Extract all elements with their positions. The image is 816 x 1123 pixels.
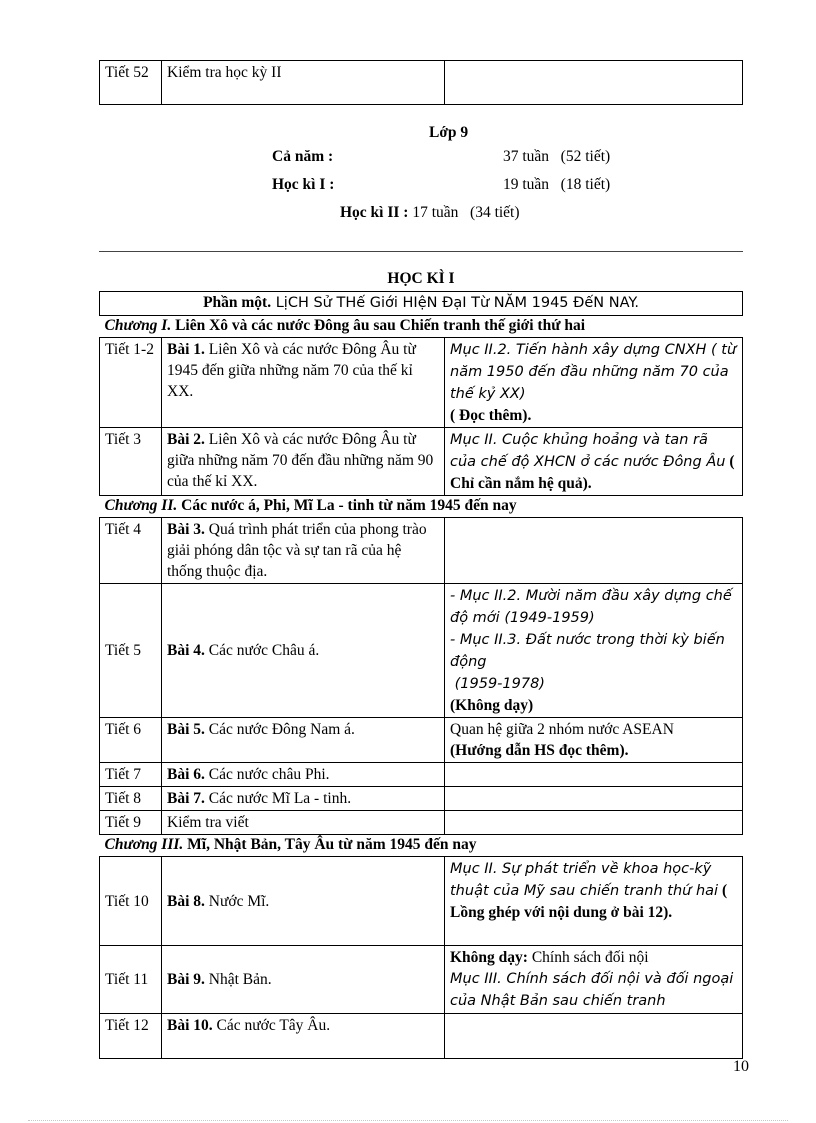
year-label: Cả năm : bbox=[272, 148, 334, 165]
table-row: Tiết 3 Bài 2. Liên Xô và các nước Đông Âu từ giữa những năm 70 đến đầu những năm 90 của thế kỉ XX. Mục II. Cuộc khủng hoảng và tan rã của chế độ XHCN ở các nước Đông Âu ( Chỉ cần nắm hệ quả). bbox=[100, 428, 743, 496]
table-row: Tiết 11 Bài 9. Nhật Bản. Không dạy: Chính sách đối nội Mục III. Chính sách đối nội và đối ngoại của Nhật Bản sau chiến tranh bbox=[100, 946, 743, 1014]
table-row: Tiết 5 Bài 4. Các nước Châu á. - Mục II.2. Mười năm đầu xây dựng chế độ mới (1949-1959) - Mục II.3. Đất nước trong thời kỳ biến động (1959-1978) (Không dạy) bbox=[100, 584, 743, 718]
lesson-cell: Kiểm tra học kỳ II bbox=[162, 61, 445, 105]
top-table bbox=[99, 60, 743, 105]
chapter-heading: Chương III. Mĩ, Nhật Bản, Tây Âu từ năm 1945 đến nay bbox=[100, 835, 743, 857]
table-row: Tiết 10 Bài 8. Nước Mĩ. Mục II. Sự phát triển về khoa học-kỹ thuật của Mỹ sau chiến tranh thứ hai ( Lồng ghép với nội dung ở bài 12). bbox=[100, 857, 743, 946]
table-row: Tiết 1-2 Bài 1. Liên Xô và các nước Đông Âu từ 1945 đến giữa những năm 70 của thế kỉ XX. Mục II.2. Tiến hành xây dựng CNXH ( từ năm 1950 đến đầu những năm 70 của thế kỷ XX) ( Đọc thêm). bbox=[100, 338, 743, 428]
table-row: Tiết 9 Kiểm tra viết bbox=[100, 811, 743, 835]
sem1-label: Học kì I : bbox=[272, 176, 335, 193]
chapter-heading: Chương I. Liên Xô và các nước Đông âu sau Chiến tranh thế giới thứ hai bbox=[100, 316, 743, 338]
semester-heading: HỌC KÌ I bbox=[387, 270, 455, 287]
table-row: Tiết 7 Bài 6. Các nước châu Phi. bbox=[100, 763, 743, 787]
period-cell: Tiết 52 bbox=[100, 61, 162, 105]
sem2-line bbox=[340, 204, 520, 222]
page-number: 10 bbox=[733, 1058, 749, 1075]
sem2-label: Học kì II : bbox=[340, 204, 409, 221]
year-value: 37 tuần (52 tiết) bbox=[503, 148, 611, 165]
sem2-value: 17 tuần (34 tiết) bbox=[408, 204, 520, 221]
sem1-value: 19 tuần (18 tiết) bbox=[503, 176, 611, 193]
divider bbox=[99, 251, 743, 252]
table-row: Tiết 6 Bài 5. Các nước Đông Nam á. Quan hệ giữa 2 nhóm nước ASEAN (Hướng dẫn HS đọc thêm). bbox=[100, 718, 743, 763]
chapter-heading: Chương II. Các nước á, Phi, Mĩ La - tinh từ năm 1945 đến nay bbox=[100, 496, 743, 518]
table-row: Tiết 4 Bài 3. Quá trình phát triển của phong trào giải phóng dân tộc và sự tan rã của hệ thống thuộc địa. bbox=[100, 518, 743, 584]
part-heading: Phần một. LịCH Sử THế Giới HIệN ĐạI Từ NĂM 1945 ĐếN NAY. bbox=[100, 292, 743, 316]
note-cell bbox=[445, 61, 743, 105]
curriculum-table bbox=[99, 291, 743, 1059]
table-row: Tiết 8 Bài 7. Các nước Mĩ La - tinh. bbox=[100, 787, 743, 811]
bottom-border bbox=[28, 1120, 788, 1121]
table-row: Tiết 12 Bài 10. Các nước Tây Âu. bbox=[100, 1014, 743, 1059]
grade-title: Lớp 9 bbox=[429, 124, 469, 141]
